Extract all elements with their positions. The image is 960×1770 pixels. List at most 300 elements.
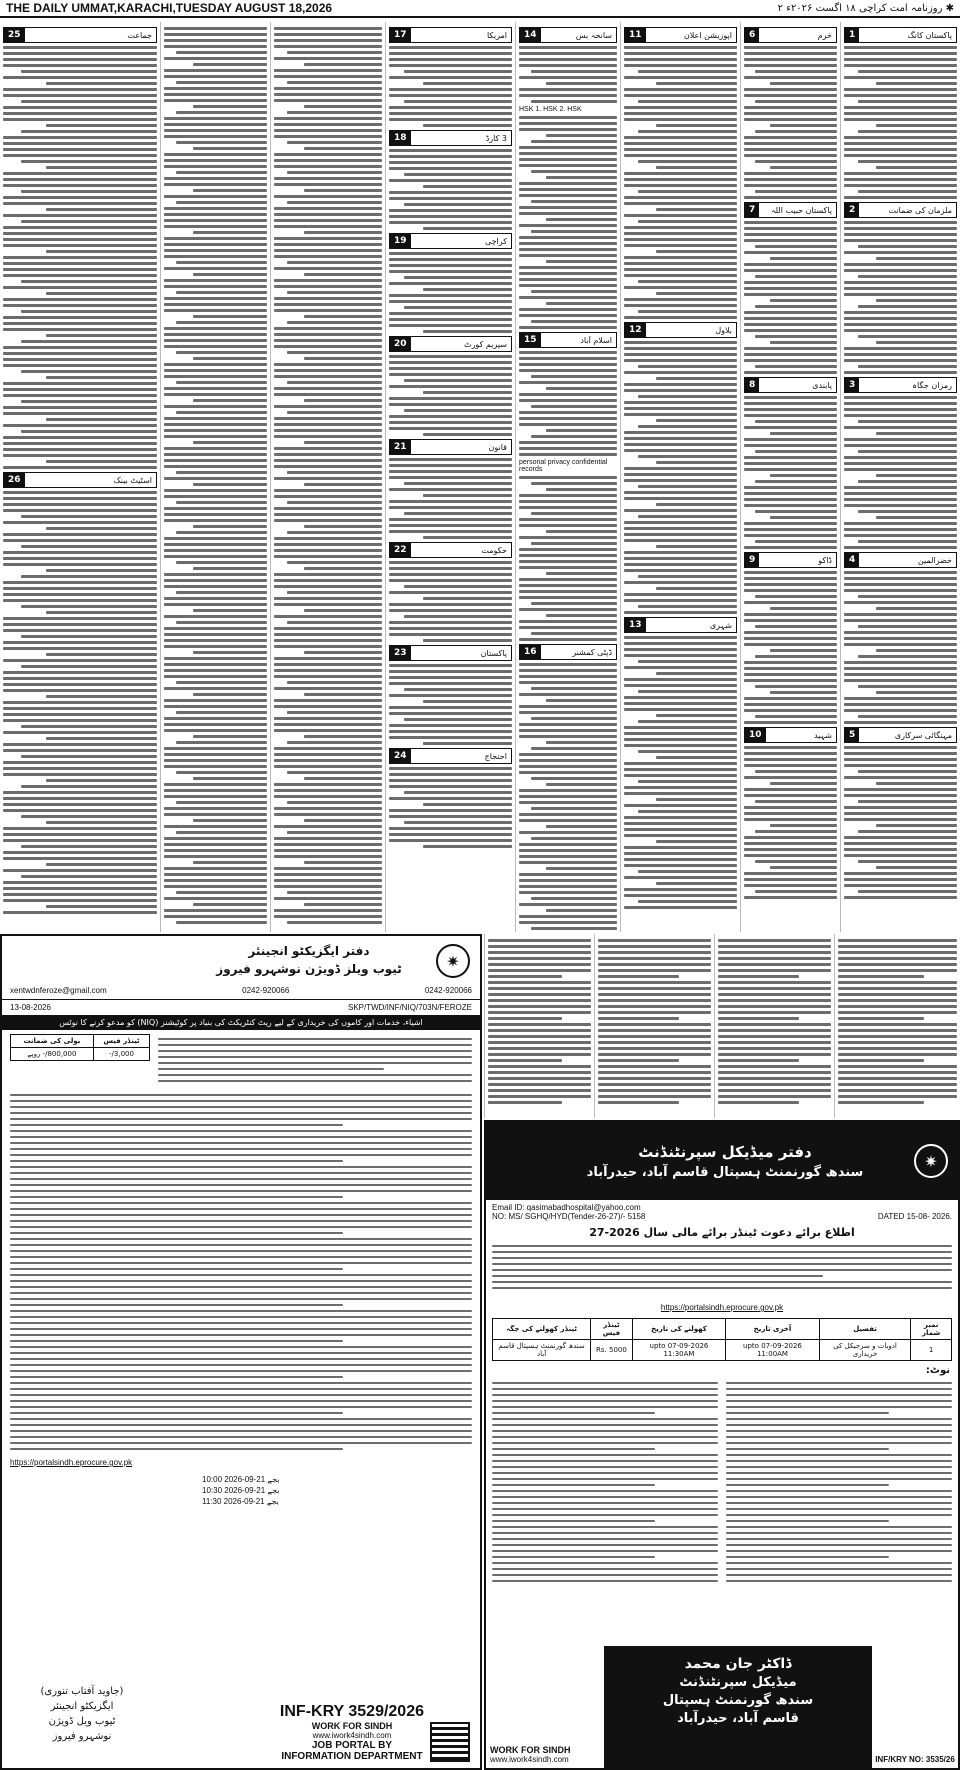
notice-text-line — [726, 1478, 952, 1480]
article-text — [519, 46, 617, 329]
article-text-line — [488, 1095, 591, 1098]
inline-english-text: personal privacy confidential records — [519, 459, 608, 473]
article-text — [389, 149, 512, 230]
news-column — [160, 22, 270, 932]
story-title: سانحہ بس — [575, 30, 612, 40]
ad2-sign-name: ڈاکٹر جان محمد — [684, 1656, 792, 1672]
article-text-line — [838, 1017, 924, 1020]
article-text-line — [598, 1011, 711, 1014]
ad2-th-3: کھولنے کی تاریخ — [632, 1319, 726, 1340]
notice-text-line — [492, 1263, 952, 1265]
article-text-line — [838, 975, 924, 978]
article-text — [519, 351, 617, 641]
story-title: پاکستان کانگ — [907, 30, 952, 40]
ad2-header — [486, 1122, 958, 1200]
story-title: اسٹیٹ بینک — [113, 475, 152, 485]
article-text-line — [718, 1017, 799, 1020]
story-header — [519, 644, 617, 660]
news-column — [740, 22, 840, 932]
ad2-td-1: ادویات و سرجیکل کی خریداری — [819, 1340, 911, 1361]
notice-text-line — [158, 1062, 472, 1064]
notice-text-line — [492, 1382, 718, 1384]
notice-text-line — [492, 1251, 952, 1253]
notice-text-line — [726, 1580, 952, 1582]
news-column — [515, 22, 620, 932]
notice-text-line — [726, 1418, 952, 1420]
article-text-line — [838, 1047, 957, 1050]
article-text-line — [488, 1041, 591, 1044]
ad1-info-dept: INFORMATION DEPARTMENT — [281, 1751, 423, 1762]
story-number: 21 — [390, 440, 411, 454]
article-text-line — [598, 1041, 711, 1044]
ad2-portal-link[interactable]: https://portalsindh.eprocure.gov.pk — [660, 1303, 784, 1312]
ad1-job-portal: JOB PORTAL BY — [311, 1740, 393, 1751]
work-for-sindh-logo: WORK FOR SINDH — [311, 1721, 393, 1731]
ad2-intro — [486, 1245, 958, 1289]
article-text-line — [718, 1035, 831, 1038]
notice-text-line — [492, 1257, 952, 1259]
article-text-line — [488, 945, 591, 948]
notice-text-line — [726, 1442, 952, 1444]
notice-text-line — [726, 1544, 952, 1546]
ad1-td-fee: 3,000/- — [93, 1048, 149, 1061]
notice-text-line — [10, 1244, 472, 1246]
story-number: 1 — [845, 28, 859, 42]
article-text — [624, 341, 737, 614]
story-header — [844, 377, 957, 393]
notice-text-line — [10, 1394, 472, 1396]
news-column — [840, 22, 960, 932]
article-text-line — [598, 993, 711, 996]
notice-text-line — [158, 1038, 472, 1040]
story-title: سپریم کورٹ — [464, 339, 507, 349]
story-number: 11 — [625, 28, 646, 42]
notice-text-line — [10, 1322, 472, 1324]
notice-text-line — [492, 1562, 718, 1564]
notice-text-line — [10, 1190, 472, 1192]
article-text-line — [838, 945, 957, 948]
ad1-td-guarantee: 800,000/- روپے — [11, 1048, 94, 1061]
notice-text-line — [10, 1346, 472, 1348]
article-text-line — [488, 981, 591, 984]
inline-english-text: HSK 1. HSK 2. HSK — [519, 106, 582, 113]
story-header — [389, 542, 512, 558]
notice-text-line — [10, 1334, 472, 1336]
ad2-work-url[interactable]: www.iwork4sindh.com — [490, 1755, 569, 1764]
notice-text-line — [10, 1424, 472, 1426]
ad1-portal-link[interactable]: https://portalsindh.eprocure.gov.pk — [10, 1458, 133, 1467]
article-text-line — [598, 1089, 711, 1092]
article-text-line — [488, 1059, 562, 1062]
notice-text-line — [10, 1412, 343, 1414]
qr-code-icon — [430, 1722, 470, 1762]
notice-text-line — [10, 1406, 472, 1408]
news-column — [594, 934, 714, 1118]
article-text-line — [838, 1023, 957, 1026]
notice-text-line — [726, 1496, 952, 1498]
story-number: 5 — [845, 728, 859, 742]
story-title: ملزمان کی ضمانت — [888, 205, 952, 215]
article-text-line — [838, 1083, 957, 1086]
news-column — [0, 22, 160, 932]
story-number: 7 — [745, 203, 759, 217]
notice-text-line — [726, 1406, 952, 1408]
ad1-sign-title: ایگزیکٹو انجینئر — [50, 1701, 114, 1712]
article-text-line — [598, 987, 711, 990]
article-text-line — [718, 1059, 799, 1062]
notice-text-line — [726, 1538, 952, 1540]
article-text — [274, 27, 382, 924]
notice-text-line — [492, 1275, 823, 1277]
article-text-line — [718, 1101, 799, 1104]
story-number: 15 — [520, 333, 541, 347]
story-title: جماعت — [127, 30, 152, 40]
article-text-line — [598, 1029, 711, 1032]
notice-text-line — [492, 1448, 655, 1450]
ad1-time-1: 10:00 بجے 21-09-2026 — [202, 1475, 280, 1484]
notice-text-line — [10, 1142, 472, 1144]
notice-text-line — [10, 1166, 472, 1168]
article-text — [389, 561, 512, 642]
ad2-signature — [604, 1646, 872, 1768]
article-text-line — [718, 1047, 831, 1050]
article-text-line — [718, 951, 831, 954]
article-text-line — [838, 999, 957, 1002]
notice-text-line — [492, 1394, 718, 1396]
notice-text-line — [10, 1436, 472, 1438]
ad1-body — [2, 1094, 480, 1450]
notice-text-line — [10, 1196, 343, 1198]
notice-text-line — [726, 1556, 889, 1558]
article-text — [389, 458, 512, 539]
notice-text-line — [726, 1472, 952, 1474]
notice-text-line — [10, 1178, 472, 1180]
notice-text-line — [10, 1448, 343, 1450]
story-title: امریکا — [486, 30, 507, 40]
notice-text-line — [492, 1454, 718, 1456]
article-text-line — [838, 993, 957, 996]
article-text-line — [718, 999, 831, 1002]
story-number: 2 — [845, 203, 859, 217]
story-header — [844, 202, 957, 218]
article-text-line — [488, 1017, 562, 1020]
article-text-line — [718, 1065, 831, 1068]
ad2-td-3: 07-09-2026 upto 11:30AM — [632, 1340, 726, 1361]
notice-text-line — [10, 1442, 472, 1444]
notice-text-line — [726, 1526, 952, 1528]
notice-text-line — [726, 1394, 952, 1396]
article-text-line — [838, 1011, 957, 1014]
news-column — [714, 934, 834, 1118]
story-header — [389, 336, 512, 352]
notice-text-line — [158, 1068, 384, 1070]
news-lower-right — [484, 934, 960, 1118]
notice-text-line — [10, 1106, 472, 1108]
story-header — [389, 748, 512, 764]
article-text-line — [598, 969, 711, 972]
article-text-line — [488, 969, 591, 972]
notice-text-line — [10, 1310, 472, 1312]
notice-text-line — [10, 1214, 472, 1216]
notice-text-line — [726, 1382, 952, 1384]
notice-text-line — [10, 1340, 343, 1342]
story-title: رمزان جگاہ — [912, 380, 952, 390]
article-text-line — [488, 1029, 591, 1032]
article-text — [744, 571, 837, 724]
notice-text-line — [492, 1574, 718, 1576]
article-text — [164, 27, 267, 924]
story-number: 4 — [845, 553, 859, 567]
notice-text-line — [10, 1298, 472, 1300]
notice-text-line — [492, 1568, 718, 1570]
article-text-line — [598, 981, 711, 984]
notice-text-line — [492, 1502, 718, 1504]
notice-text-line — [10, 1286, 472, 1288]
article-text-line — [488, 993, 591, 996]
table-row — [493, 1340, 952, 1361]
story-number: 18 — [390, 131, 411, 145]
ad1-sign-place: نوشہرو فیروز — [52, 1731, 112, 1742]
notice-text-line — [10, 1250, 472, 1252]
article-text — [744, 221, 837, 374]
notice-text-line — [10, 1304, 343, 1306]
notice-text-line — [726, 1436, 952, 1438]
ad1-text-block — [158, 1034, 472, 1086]
article-text — [744, 46, 837, 199]
story-title: 3 کارڈ — [485, 133, 507, 143]
notice-text-line — [10, 1268, 343, 1270]
notice-text-line — [492, 1532, 718, 1534]
notice-text-line — [726, 1454, 952, 1456]
notice-text-line — [492, 1436, 718, 1438]
ad1-office: دفتر ایگزیکٹو انجینئر — [248, 944, 370, 958]
ad1-division: ٹیوب ویلز ڈویژن نوشہرو فیروز — [216, 962, 402, 976]
ad1-niq-banner: اشیاء، خدمات اور کاموں کی خریداری کے لیے ریٹ کنٹریکٹ کی بنیاد پر کوٹیشنز (NIQ) کو مدعو کرنے کا نوٹس — [2, 1015, 480, 1030]
masthead-date-ur-text: روزنامہ امت کراچی ۱۸ اگست ۲۰۲۶ء ۲ — [777, 2, 943, 14]
ad1-signature — [12, 1686, 152, 1742]
article-text-line — [598, 1077, 711, 1080]
article-text-line — [718, 1053, 831, 1056]
notice-text-line — [492, 1544, 718, 1546]
article-text-line — [838, 1071, 957, 1074]
story-header — [844, 727, 957, 743]
story-header — [744, 27, 837, 43]
notice-text-line — [10, 1148, 472, 1150]
story-title: شہری — [709, 620, 732, 630]
article-text — [389, 664, 512, 745]
story-number: 19 — [390, 234, 411, 248]
notice-text-line — [10, 1328, 472, 1330]
article-text-line — [488, 957, 591, 960]
article-text-line — [598, 1035, 711, 1038]
notice-text-line — [726, 1490, 952, 1492]
story-header — [3, 27, 157, 43]
article-text — [844, 746, 957, 899]
story-title: ڈپٹی کمشنر — [572, 647, 612, 657]
notice-text-line — [10, 1220, 472, 1222]
article-text-line — [488, 1065, 591, 1068]
article-text-line — [718, 1005, 831, 1008]
article-text — [3, 46, 157, 469]
article-text — [844, 46, 957, 199]
masthead-date-en: THE DAILY UMMAT,KARACHI,TUESDAY AUGUST 18,2026 — [6, 1, 333, 15]
article-text-line — [488, 1047, 591, 1050]
story-number: 26 — [4, 473, 25, 487]
notice-text-line — [726, 1520, 889, 1522]
notice-text-line — [726, 1502, 952, 1504]
article-text-line — [598, 1023, 711, 1026]
notice-text-line — [492, 1520, 655, 1522]
ad2-email: Email ID: qasimabadhospital@yahoo.com — [492, 1203, 641, 1212]
story-number: 16 — [520, 645, 541, 659]
article-text-line — [598, 1083, 711, 1086]
notice-text-line — [10, 1208, 472, 1210]
article-text — [624, 636, 737, 909]
notice-text-line — [10, 1382, 472, 1384]
notice-text-line — [726, 1412, 889, 1414]
article-text-line — [488, 987, 591, 990]
news-column — [270, 22, 385, 932]
notice-text-line — [10, 1418, 472, 1420]
article-text-line — [718, 993, 831, 996]
article-text-line — [488, 1053, 591, 1056]
article-text-line — [488, 1011, 591, 1014]
notice-text-line — [726, 1388, 952, 1390]
ad1-inf-number: INF-KRY 3529/2026 — [279, 1703, 424, 1720]
article-text-line — [718, 981, 831, 984]
ad1-info-block — [280, 1703, 424, 1762]
story-number: 23 — [390, 646, 411, 660]
masthead-date-ur — [778, 3, 954, 14]
ad2-sign-place: قاسم آباد، حیدرآباد — [677, 1711, 799, 1726]
notice-text-line — [492, 1442, 718, 1444]
article-text-line — [488, 951, 591, 954]
notice-text-line — [492, 1550, 718, 1552]
story-number: 9 — [745, 553, 759, 567]
story-header — [744, 552, 837, 568]
story-header — [624, 322, 737, 338]
notice-text-line — [726, 1562, 952, 1564]
ad2-td-0: 1 — [911, 1340, 952, 1361]
notice-text-line — [492, 1430, 718, 1432]
article-text-line — [488, 1083, 591, 1086]
article-text-line — [838, 1053, 957, 1056]
article-text-line — [718, 1041, 831, 1044]
notice-text-line — [10, 1232, 343, 1234]
news-column — [484, 934, 594, 1118]
story-number: 24 — [390, 749, 411, 763]
ad2-hospital: سندھ گورنمنٹ ہسپتال قاسم آباد، حیدرآباد — [586, 1164, 864, 1180]
ad1-sign-div: ٹیوب ویل ڈویژن — [48, 1716, 116, 1727]
story-title: حکومت — [481, 545, 507, 555]
story-title: بلاول — [715, 325, 732, 335]
article-text-line — [488, 1023, 591, 1026]
notice-text-line — [10, 1202, 472, 1204]
notice-text-line — [10, 1376, 343, 1378]
ad1-th-guarantee: بولی کی ضمانت — [11, 1035, 94, 1048]
story-header — [519, 332, 617, 348]
ad2-th-1: تفصیل — [819, 1319, 911, 1340]
article-text-line — [598, 1005, 711, 1008]
ad2-th-0: نمبر شمار — [911, 1319, 952, 1340]
article-text-line — [838, 1035, 957, 1038]
notice-text-line — [10, 1238, 472, 1240]
article-text-line — [488, 939, 591, 942]
article-text-line — [718, 945, 831, 948]
story-title: پاکستان — [480, 648, 507, 658]
story-header — [624, 27, 737, 43]
notice-text-line — [10, 1112, 472, 1114]
notice-text-line — [492, 1484, 655, 1486]
notice-text-line — [158, 1050, 472, 1052]
notice-text-line — [158, 1044, 472, 1046]
story-number: 14 — [520, 28, 541, 42]
ad2-logo-block — [486, 1646, 604, 1768]
article-text — [389, 767, 512, 848]
notice-text-line — [726, 1550, 952, 1552]
notice-text-line — [726, 1508, 952, 1510]
story-header — [744, 377, 837, 393]
news-section — [0, 22, 960, 932]
news-column — [834, 934, 960, 1118]
notice-text-line — [726, 1460, 952, 1462]
article-text-line — [838, 1005, 957, 1008]
notice-text-line — [492, 1245, 952, 1247]
notice-text-line — [492, 1388, 718, 1390]
notice-text-line — [492, 1412, 655, 1414]
article-text-line — [718, 957, 831, 960]
notice-text-line — [10, 1184, 472, 1186]
article-text-line — [838, 981, 957, 984]
article-text-line — [488, 1005, 591, 1008]
notice-text-line — [10, 1352, 472, 1354]
notice-text-line — [10, 1124, 343, 1126]
ad2-notes-right — [726, 1378, 952, 1586]
ad1-work-url[interactable]: www.iwork4sindh.com — [312, 1731, 392, 1740]
article-text-line — [718, 1011, 831, 1014]
article-text-line — [488, 999, 591, 1002]
notice-text-line — [726, 1430, 952, 1432]
article-text — [624, 46, 737, 319]
article-text-line — [718, 969, 831, 972]
notice-text-line — [492, 1490, 718, 1492]
story-number: 20 — [390, 337, 411, 351]
work-for-sindh-logo: WORK FOR SINDH — [490, 1745, 571, 1755]
article-text-line — [718, 963, 831, 966]
notice-text-line — [492, 1287, 952, 1289]
story-title: اسلام آباد — [580, 335, 612, 345]
notice-text-line — [726, 1574, 952, 1576]
ad1-fee-table — [10, 1034, 150, 1061]
notice-text-line — [492, 1418, 718, 1420]
story-header — [844, 27, 957, 43]
ad2-th-4: ٹینڈر فیس — [591, 1319, 633, 1340]
article-text-line — [838, 987, 957, 990]
ad2-note-label: نوٹ: — [925, 1365, 950, 1376]
story-title: پابندی — [812, 380, 832, 390]
story-header — [389, 439, 512, 455]
ad2-td-4: Rs. 5000 — [591, 1340, 633, 1361]
article-text-line — [598, 999, 711, 1002]
article-text-line — [838, 1077, 957, 1080]
notice-text-line — [726, 1400, 952, 1402]
story-header — [389, 233, 512, 249]
story-number: 10 — [745, 728, 766, 742]
notice-text-line — [10, 1274, 472, 1276]
article-text — [744, 746, 837, 899]
story-header — [519, 27, 617, 43]
article-text — [3, 491, 157, 914]
